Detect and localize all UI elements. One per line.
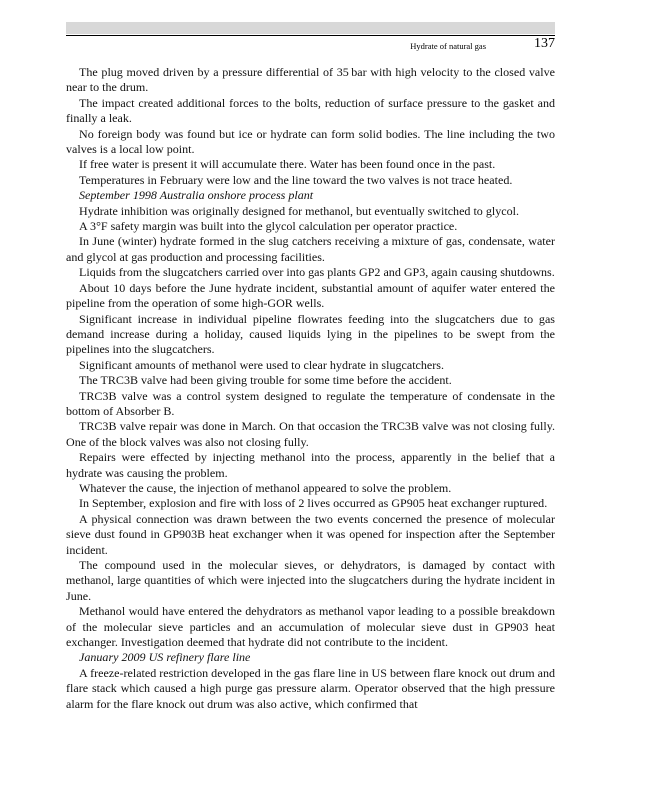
header-rule	[66, 35, 555, 36]
paragraph: The impact created additional forces to the bolts, reduction of surface pressure to the gasket and finally a leak.	[66, 95, 555, 126]
paragraph: The compound used in the molecular sieves, or dehydrators, is damaged by contact with methanol, large quantities of which were injected into the slugcatchers during the hydrate incident in June.	[66, 558, 555, 603]
paragraph: Hydrate inhibition was originally designed for methanol, but eventually switched to glycol.	[79, 203, 519, 218]
header-bar	[66, 22, 555, 34]
paragraph: A physical connection was drawn between the two events concerned the presence of molecular sieve dust found in GP903B heat exchanger when it was opened for inspection after the September incident.	[66, 511, 555, 557]
paragraph: No foreign body was found but ice or hydrate can form solid bodies. The line including the two valves is a local low point.	[66, 126, 555, 157]
paragraph: Whatever the cause, the injection of methanol appeared to solve the problem.	[79, 480, 452, 495]
paragraph: Significant amounts of methanol were used to clear hydrate in slugcatchers.	[79, 357, 444, 372]
paragraph: Significant increase in individual pipeline flowrates feeding into the slugcatchers due to gas demand increase during a holiday, caused liquids lying in the pipelines to be swept from the pipelines into the slugcatchers.	[66, 311, 555, 357]
paragraph: A 3°F safety margin was built into the glycol calculation per operator practice.	[79, 219, 458, 234]
paragraph: The TRC3B valve had been giving trouble for some time before the accident.	[79, 373, 452, 388]
paragraph: Temperatures in February were low and the line toward the two valves is not trace heated.	[79, 172, 513, 187]
paragraph: Liquids from the slugcatchers carried over into gas plants GP2 and GP3, again causing shutdowns.	[79, 265, 555, 280]
body-text	[66, 65, 555, 712]
paragraph: Repairs were effected by injecting methanol into the process, apparently in the belief that a hydrate was causing the problem.	[66, 450, 555, 480]
paragraph: TRC3B valve repair was done in March. On that occasion the TRC3B valve was not closing fully. One of the block valves was also not closing fully.	[66, 419, 555, 449]
running-title: Hydrate of natural gas	[410, 41, 486, 51]
subheading: September 1998 Australia onshore process plant	[79, 188, 314, 203]
paragraph: In June (winter) hydrate formed in the slug catchers receiving a mixture of gas, condensate, water and glycol at gas production and processing facilities.	[66, 234, 555, 264]
paragraph: The plug moved driven by a pressure differential of 35 bar with high velocity to the closed valve near to the drum.	[66, 65, 555, 95]
paragraph: A freeze-related restriction developed in the gas flare line in US between flare knock out drum and flare stack which caused a high purge gas pressure alarm. Operator observed that the high pressure alarm for the flare knock out drum was also active, which confirmed that	[66, 665, 555, 711]
paragraph: If free water is present it will accumulate there. Water has been found once in the past.	[79, 157, 496, 172]
paragraph: Methanol would have entered the dehydrators as methanol vapor leading to a possible breakdown of the molecular sieve particles and an accumulation of molecular sieve dust in GP903 heat exchanger. Investigation deemed that hydrate did not contribute to the incident.	[66, 604, 555, 650]
paragraph: In September, explosion and fire with loss of 2 lives occurred as GP905 heat exchanger ruptured.	[79, 496, 548, 511]
paragraph: TRC3B valve was a control system designed to regulate the temperature of condensate in the bottom of Absorber B.	[66, 388, 555, 418]
paragraph: About 10 days before the June hydrate incident, substantial amount of aquifer water entered the pipeline from the operation of some high-GOR wells.	[66, 280, 555, 311]
subheading: January 2009 US refinery flare line	[79, 650, 251, 665]
page-number: 137	[534, 36, 555, 51]
